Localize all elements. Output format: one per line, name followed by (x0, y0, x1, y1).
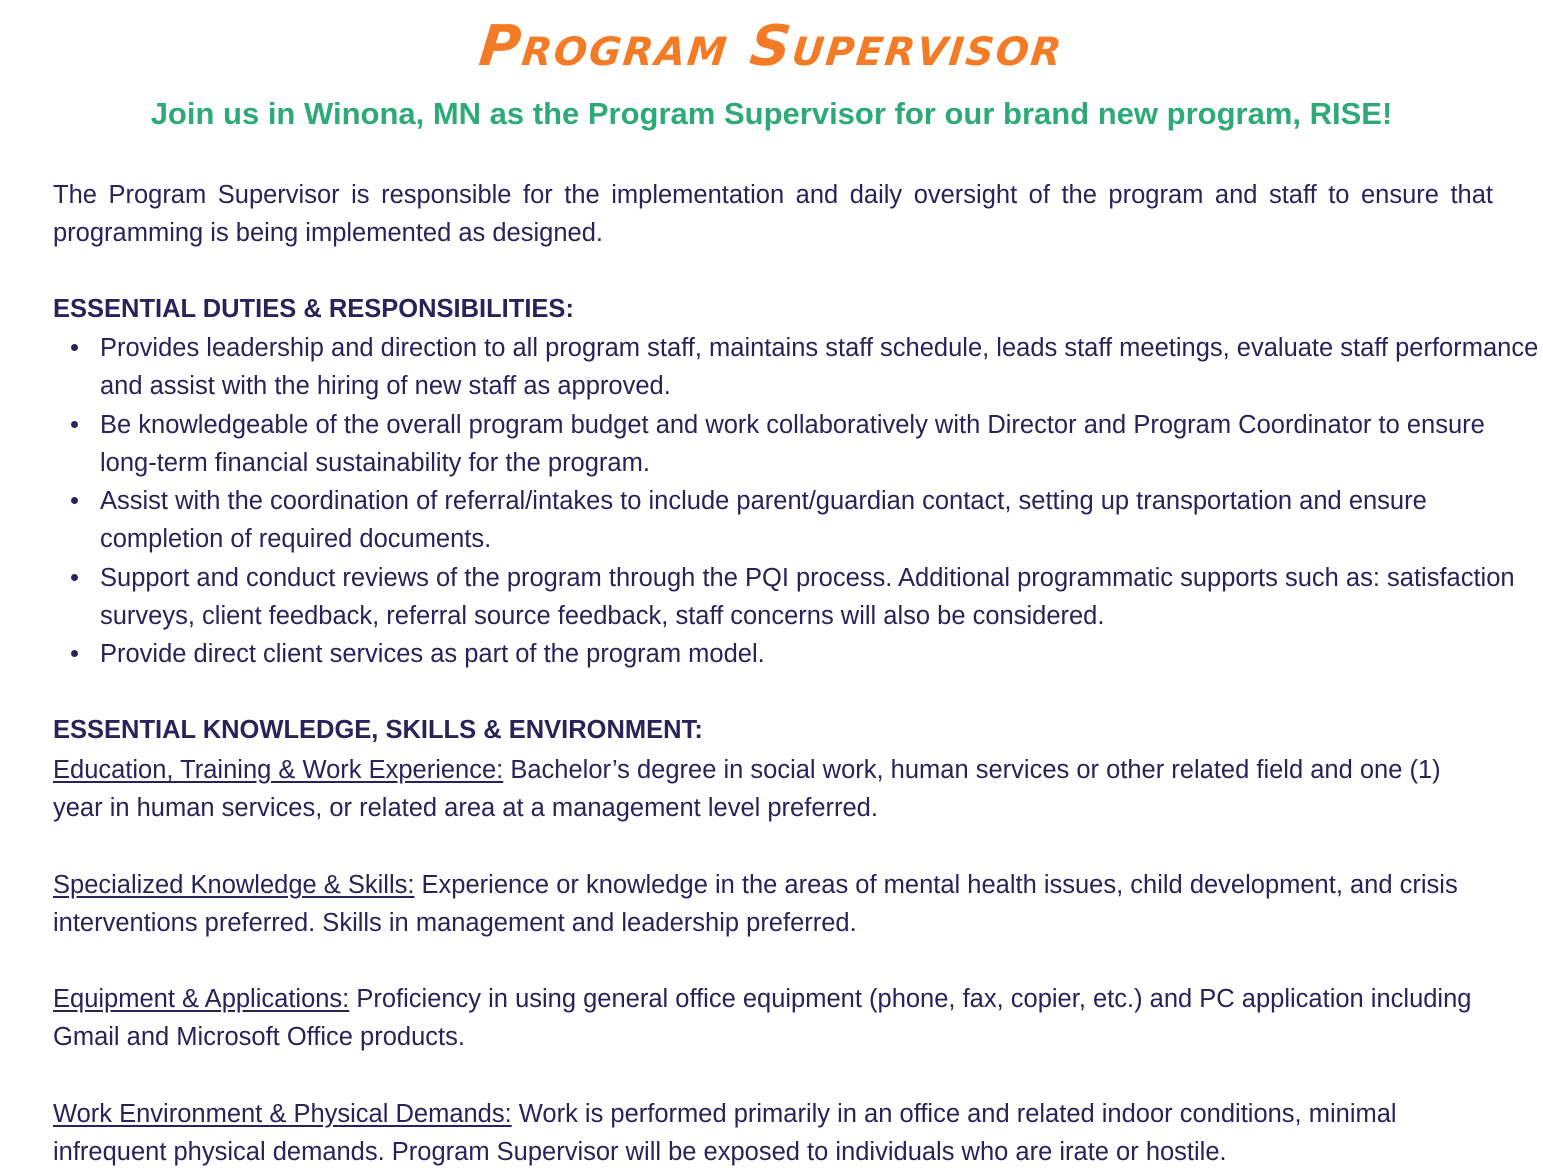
duty-text: Support and conduct reviews of the program through the PQI process. Additional programmatic supports such as: satisfaction surveys, client feedback, referral source feedback, staff concerns will also be considered. (100, 563, 1515, 631)
work-environment-label: Work Environment & Physical Demands: (53, 1100, 512, 1128)
duty-text: Be knowledgeable of the overall program budget and work collaboratively with Director and Program Coordinator to ensure long-term financial sustainability for the program. (100, 410, 1485, 477)
bullet-icon (71, 650, 78, 657)
work-environment-text: Work is performed primarily in an office and related indoor conditions, minimal infrequent physical demands. Program Supervisor will be exposed to individuals who are irate or hostile. (53, 1100, 1397, 1167)
equipment-paragraph (53, 980, 1493, 1057)
list-item (100, 329, 1540, 406)
page-subtitle: Join us in Winona, MN as the Program Supervisor for our brand new program, RISE! (150, 96, 1393, 131)
equipment-label: Equipment & Applications: (53, 985, 350, 1013)
work-environment-paragraph (53, 1095, 1493, 1172)
list-item (100, 635, 1540, 673)
specialized-skills-paragraph (53, 866, 1493, 943)
education-label: Education, Training & Work Experience: (53, 756, 504, 784)
equipment-text: Proficiency in using general office equipment (phone, fax, copier, etc.) and PC application including Gmail and Microsoft Office products. (53, 985, 1472, 1052)
specialized-skills-text: Experience or knowledge in the areas of mental health issues, child development, and crisis interventions preferred. Skills in management and leadership preferred. (53, 871, 1458, 938)
skills-heading: ESSENTIAL KNOWLEDGE, SKILLS & ENVIRONMENT: (53, 716, 703, 744)
bullet-icon (71, 344, 78, 351)
page-title: Program Supervisor (476, 14, 1067, 79)
intro-paragraph: The Program Supervisor is responsible for the implementation and daily oversight of the program and staff to ensure that programming is being implemented as designed. (53, 181, 1493, 248)
bullet-icon (71, 574, 78, 581)
bullet-icon (71, 497, 78, 504)
list-item (100, 559, 1540, 636)
specialized-skills-label: Specialized Knowledge & Skills: (53, 871, 415, 899)
list-item (100, 482, 1540, 559)
duty-text: Provide direct client services as part of the program model. (100, 640, 765, 669)
education-paragraph (53, 751, 1493, 828)
duty-text: Assist with the coordination of referral/intakes to include parent/guardian contact, setting up transportation and ensure completion of required documents. (100, 487, 1427, 554)
education-text: Bachelor’s degree in social work, human services or other related field and one (1) year in human services, or related area at a management level preferred. (53, 756, 1441, 823)
duties-heading: ESSENTIAL DUTIES & RESPONSIBILITIES: (53, 295, 574, 323)
duty-text: Provides leadership and direction to all program staff, maintains staff schedule, leads staff meetings, evaluate staff performance and assist with the hiring of new staff as approved. (100, 334, 1539, 401)
duties-list (53, 329, 1540, 674)
bullet-icon (71, 421, 78, 428)
list-item (100, 406, 1540, 483)
